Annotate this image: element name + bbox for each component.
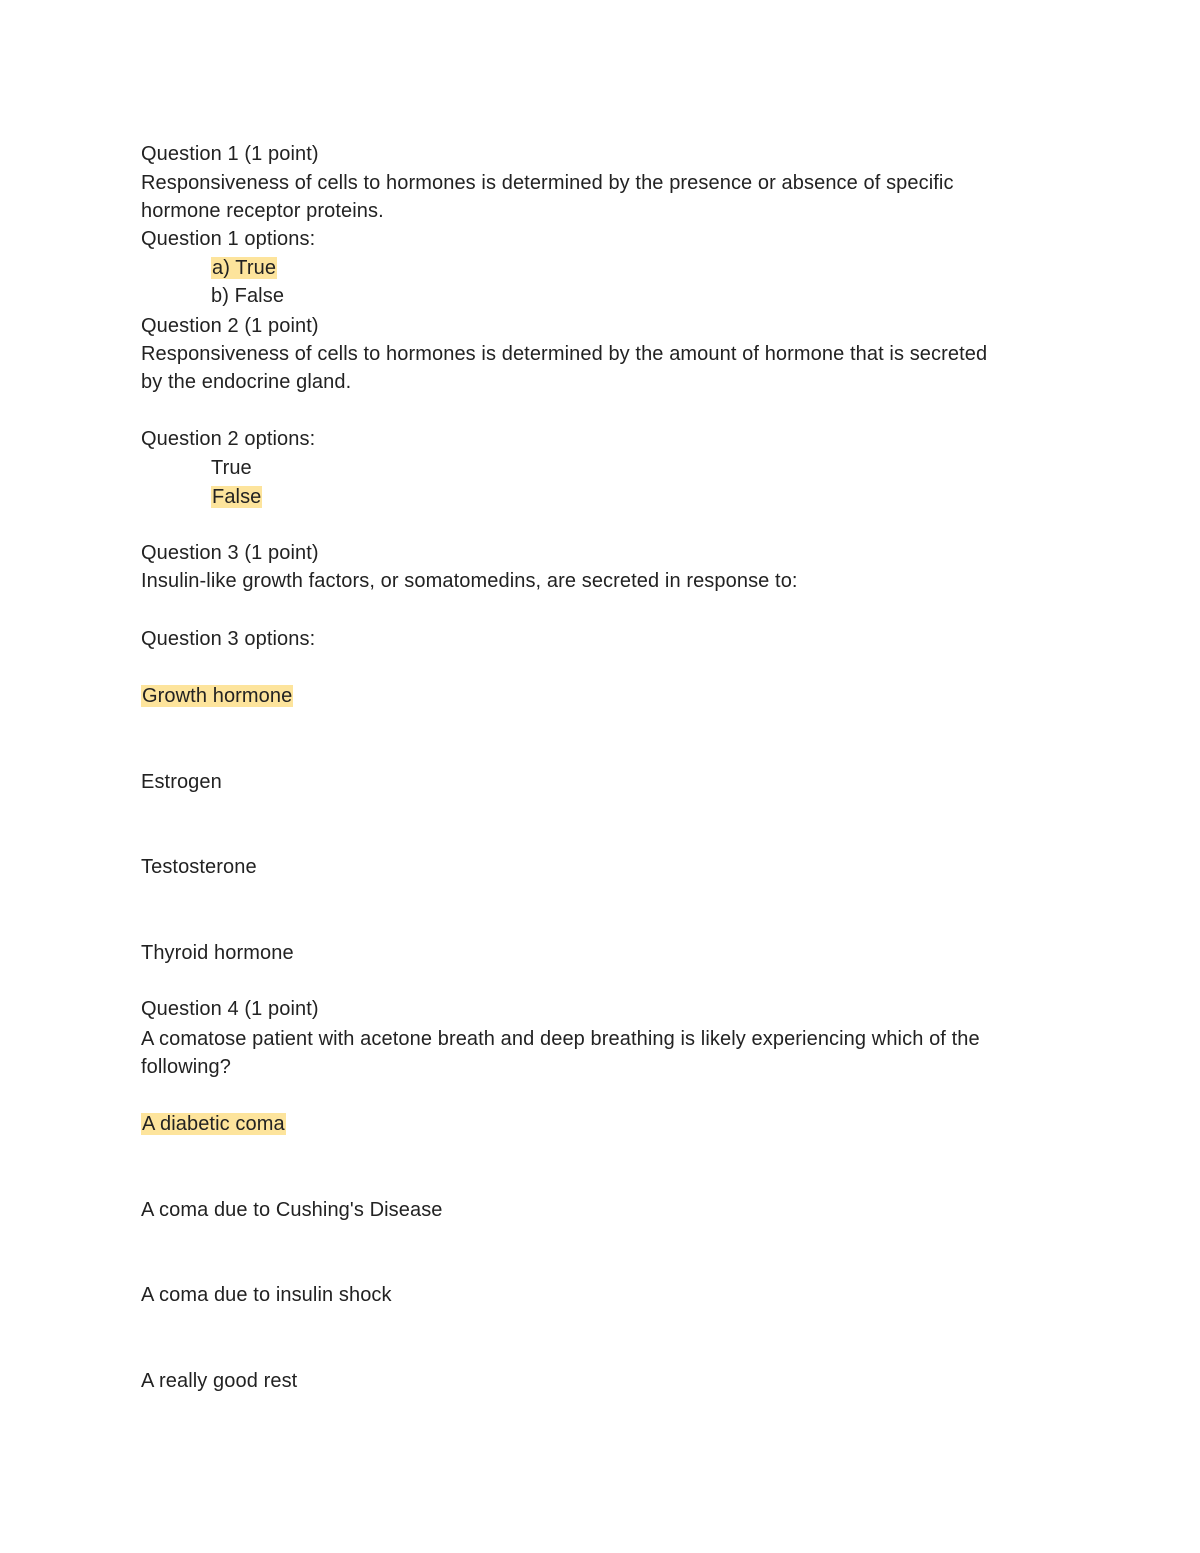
question-1-text-line-2: hormone receptor proteins.	[141, 200, 384, 222]
question-2-option-true[interactable]	[211, 454, 252, 482]
question-1-option-a[interactable]	[211, 254, 277, 282]
option-label: Estrogen	[141, 771, 222, 793]
option-label: A coma due to Cushing's Disease	[141, 1199, 443, 1221]
question-2-text-line-2: by the endocrine gland.	[141, 371, 352, 393]
answer-highlight: Growth hormone	[142, 685, 293, 707]
question-3-option-thyroid-hormone[interactable]	[141, 939, 294, 967]
question-3-options-label: Question 3 options:	[141, 628, 316, 650]
question-3-option-estrogen[interactable]	[141, 768, 222, 796]
question-4-header: Question 4 (1 point)	[141, 998, 319, 1020]
question-4-text-line-2: following?	[141, 1056, 231, 1078]
question-2-option-false[interactable]	[211, 483, 262, 511]
question-1-text-line-1: Responsiveness of cells to hormones is determined by the presence or absence of specific	[141, 172, 954, 194]
question-4-text-line-1: A comatose patient with acetone breath and deep breathing is likely experiencing which of the	[141, 1028, 980, 1050]
option-label: True	[211, 457, 252, 479]
question-1-header: Question 1 (1 point)	[141, 143, 319, 165]
question-1-option-b[interactable]	[211, 282, 284, 310]
option-label: A really good rest	[141, 1370, 298, 1392]
answer-highlight: A diabetic coma	[142, 1113, 285, 1135]
question-3-option-growth-hormone[interactable]	[141, 682, 293, 710]
option-label: Thyroid hormone	[141, 942, 294, 964]
option-label: Testosterone	[141, 856, 257, 878]
question-2-text-line-1: Responsiveness of cells to hormones is determined by the amount of hormone that is secreted	[141, 343, 988, 365]
question-1-options-label: Question 1 options:	[141, 228, 316, 250]
question-2-options-label: Question 2 options:	[141, 428, 316, 450]
question-3-header: Question 3 (1 point)	[141, 542, 319, 564]
question-3-option-testosterone[interactable]	[141, 853, 257, 881]
question-4-option-cushings-coma[interactable]	[141, 1196, 443, 1224]
question-4-option-diabetic-coma[interactable]	[141, 1110, 286, 1138]
question-4-option-insulin-shock[interactable]	[141, 1281, 392, 1309]
question-3-text-line-1: Insulin-like growth factors, or somatomedins, are secreted in response to:	[141, 570, 798, 592]
option-label: b) False	[211, 285, 285, 307]
answer-highlight: a) True	[212, 257, 277, 279]
question-4-option-good-rest[interactable]	[141, 1367, 297, 1395]
question-2-header: Question 2 (1 point)	[141, 315, 319, 337]
answer-highlight: False	[212, 486, 262, 508]
option-label: A coma due to insulin shock	[141, 1284, 392, 1306]
